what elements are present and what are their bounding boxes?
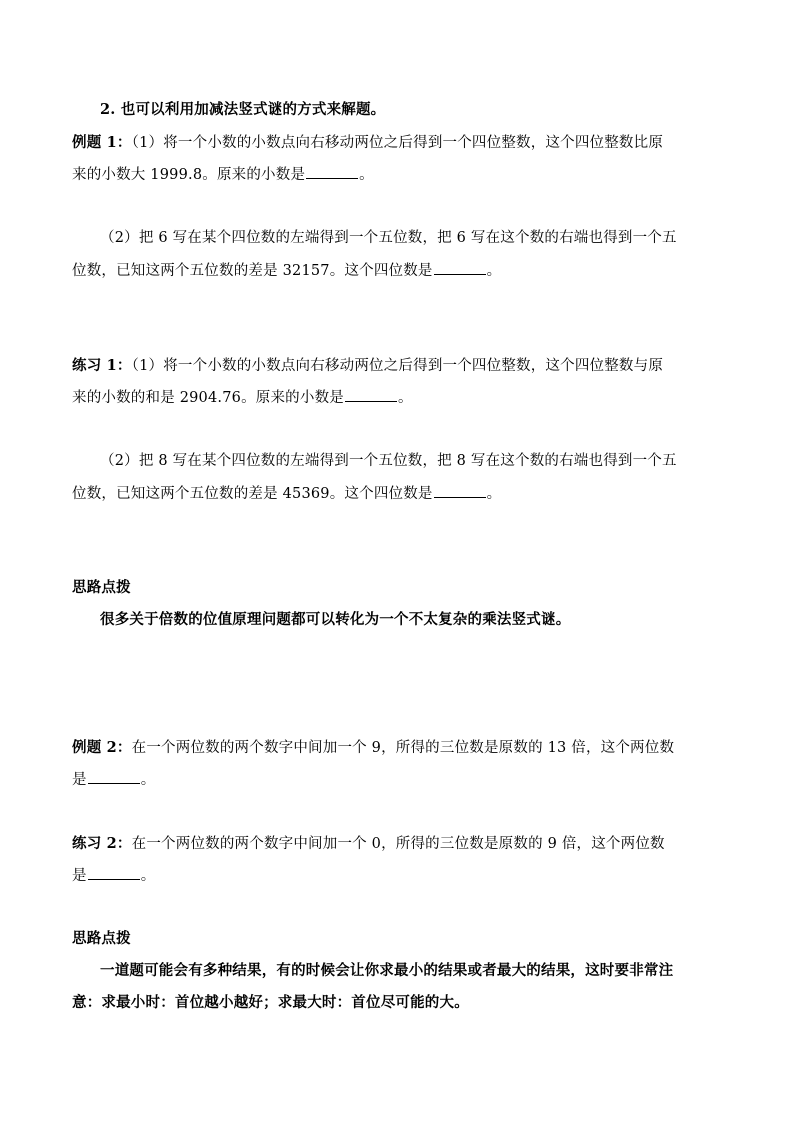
tip1-text: 很多关于倍数的位值原理问题都可以转化为一个不太复杂的乘法竖式谜。 [100, 611, 571, 628]
practice2-label: 练习 2： [72, 835, 132, 852]
period: 。 [140, 868, 156, 884]
period: 。 [397, 390, 413, 406]
example2-line2 [72, 770, 722, 790]
practice2-line2 [72, 866, 722, 886]
example1-part1-text: （1）将一个小数的小数点向右移动两位之后得到一个四位整数，这个四位整数比原 [131, 135, 664, 151]
example2-question: 是 [72, 772, 87, 788]
example1-label: 例题 1： [72, 134, 132, 151]
answer-blank [306, 165, 358, 179]
example1-part2-line1: （2）把 6 写在某个四位数的左端得到一个五位数，把 6 写在这个数的右端也得到一个五 [100, 230, 677, 246]
answer-blank [88, 866, 140, 880]
example1-part1-question: 来的小数大 1999.8。原来的小数是 [72, 167, 306, 183]
example1-part2-question: 位数，已知这两个五位数的差是 32157。这个四位数是 [72, 263, 433, 279]
example1-part2-line2 [72, 261, 722, 281]
practice1-part1-text: （1）将一个小数的小数点向右移动两位之后得到一个四位整数，这个四位整数与原 [131, 358, 664, 374]
practice2-text: 在一个两位数的两个数字中间加一个 0，所得的三位数是原数的 9 倍，这个两位数 [131, 836, 665, 852]
practice1-part1-line1 [72, 356, 722, 376]
example1-part1-line1 [72, 133, 722, 153]
tip2-heading: 思路点拨 [72, 930, 131, 947]
practice2-line1 [72, 834, 722, 854]
tip2-line1: 一道题可能会有多种结果，有的时候会让你求最小的结果或者最大的结果，这时要非常注 [100, 962, 674, 979]
tip2-line2: 意：求最小时：首位越小越好；求最大时：首位尽可能的大。 [72, 994, 469, 1011]
practice1-part2-line2 [72, 484, 722, 504]
practice2-question: 是 [72, 868, 87, 884]
practice1-part1-line2 [72, 388, 722, 408]
period: 。 [359, 167, 374, 183]
example1-part1-line2 [72, 165, 722, 185]
answer-blank [434, 261, 486, 275]
answer-blank [434, 484, 486, 498]
practice1-part1-question: 来的小数的和是 2904.76。原来的小数是 [72, 390, 344, 406]
period: 。 [486, 486, 502, 502]
example2-text: 在一个两位数的两个数字中间加一个 9，所得的三位数是原数的 13 倍，这个两位数 [131, 740, 675, 756]
section-heading: 2. 也可以利用加减法竖式谜的方式来解题。 [100, 101, 386, 118]
practice1-part2-line1: （2）把 8 写在某个四位数的左端得到一个五位数，把 8 写在这个数的右端也得到一个五 [100, 453, 677, 469]
tip1-heading: 思路点拨 [72, 579, 131, 596]
answer-blank [345, 388, 397, 402]
example2-line1 [72, 738, 722, 758]
period: 。 [140, 772, 156, 788]
example2-label: 例题 2： [72, 739, 132, 756]
practice1-label: 练习 1： [72, 357, 132, 374]
period: 。 [486, 263, 502, 279]
practice1-part2-question: 位数，已知这两个五位数的差是 45369。这个四位数是 [72, 486, 433, 502]
answer-blank [88, 770, 140, 784]
